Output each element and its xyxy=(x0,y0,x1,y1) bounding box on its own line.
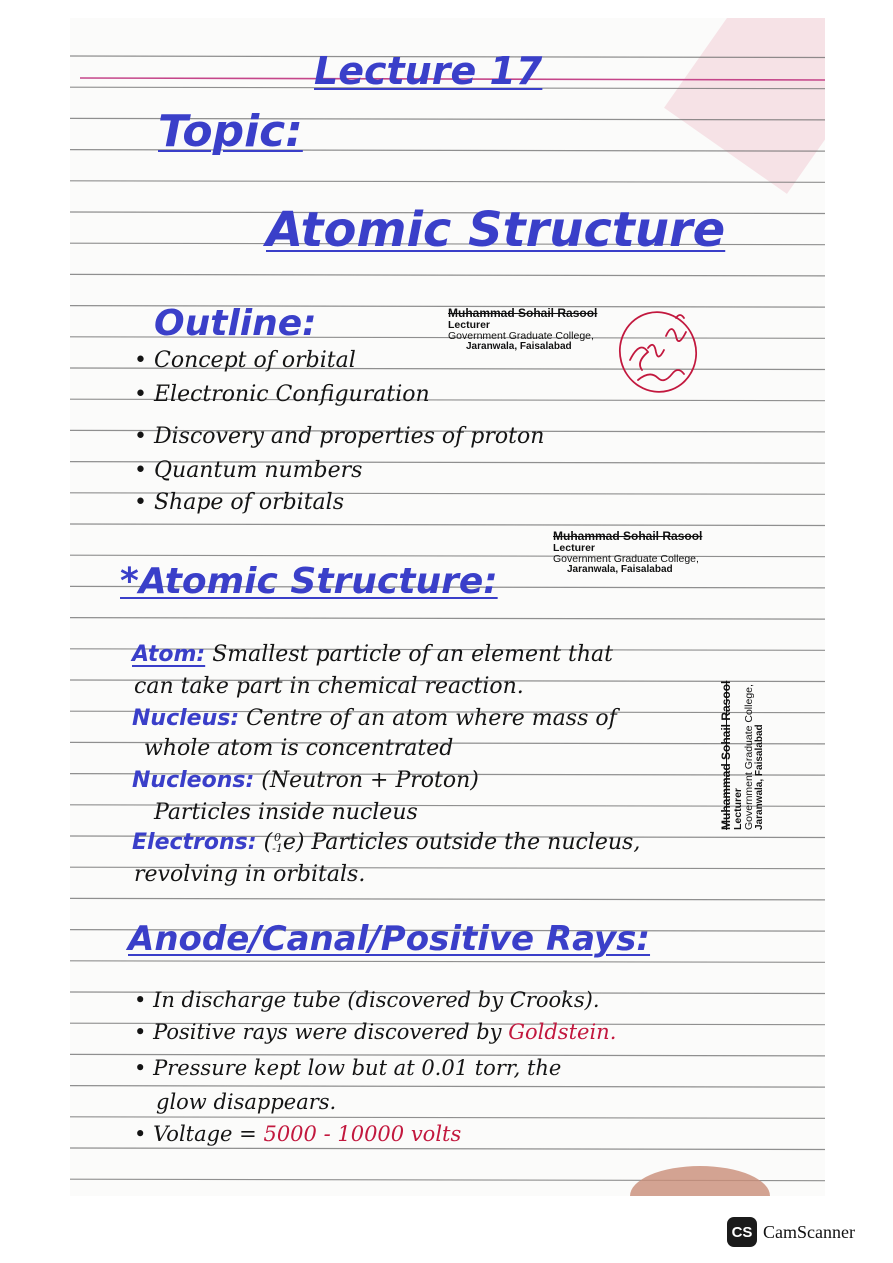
outline-item: • Concept of orbital xyxy=(134,348,356,373)
ruled-line xyxy=(70,618,825,620)
rays-bullet: • Voltage = 5000 - 10000 volts xyxy=(134,1122,462,1146)
ruled-line xyxy=(70,181,825,183)
ruled-line xyxy=(70,524,825,526)
rays-bullet: • Pressure kept low but at 0.01 torr, the xyxy=(134,1056,562,1080)
outline-item: • Shape of orbitals xyxy=(134,490,344,515)
ruled-line xyxy=(70,555,825,557)
ruled-line xyxy=(70,1148,825,1150)
electrons-definition-cont: revolving in orbitals. xyxy=(134,862,366,887)
lecturer-stamp: Muhammad Sohail Rasool Lecturer Government Graduate College, Jaranwala, Faisalabad xyxy=(553,529,703,575)
atom-definition-cont: can take part in chemical reaction. xyxy=(134,674,524,699)
lecturer-stamp: Muhammad Sohail Rasool Lecturer Government Graduate College, Jaranwala, Faisalabad xyxy=(448,306,598,352)
camscanner-badge xyxy=(727,1217,855,1247)
nucleus-definition: Nucleus: Centre of an atom where mass of xyxy=(132,706,617,731)
outline-item: • Electronic Configuration xyxy=(134,382,430,407)
rays-bullet-cont: glow disappears. xyxy=(156,1090,337,1114)
outline-item: • Quantum numbers xyxy=(134,458,363,483)
outline-heading: Outline: xyxy=(154,303,317,344)
ruled-line xyxy=(70,274,825,276)
atomic-structure-heading: *Atomic Structure: xyxy=(120,561,498,602)
ruled-line xyxy=(70,1086,825,1088)
lecture-title: Lecture 17 xyxy=(314,49,543,93)
electrons-definition: Electrons: ( 0 -1 e) Particles outside the nucleus, xyxy=(132,830,641,855)
nucleus-definition-cont: whole atom is concentrated xyxy=(144,736,454,761)
atom-definition: Atom: Smallest particle of an element that xyxy=(132,642,613,667)
notebook-page xyxy=(70,18,825,1196)
rays-heading: Anode/Canal/Positive Rays: xyxy=(128,919,651,959)
rays-bullet: • In discharge tube (discovered by Crooks). xyxy=(134,988,600,1012)
rays-bullet: • Positive rays were discovered by Goldstein. xyxy=(134,1020,617,1044)
camscanner-logo-icon: CS xyxy=(727,1217,757,1247)
ruled-line xyxy=(70,898,825,900)
nucleons-definition: Nucleons: (Neutron + Proton) xyxy=(132,768,479,793)
nucleons-definition-cont: Particles inside nucleus xyxy=(154,800,418,825)
topic-label: Topic: xyxy=(158,106,303,157)
main-title: Atomic Structure xyxy=(266,202,726,258)
ruled-line xyxy=(70,1117,825,1119)
outline-item: • Discovery and properties of proton xyxy=(134,424,545,449)
ruled-line xyxy=(70,961,825,963)
camscanner-label: CamScanner xyxy=(763,1221,855,1242)
signature xyxy=(610,300,710,400)
lecturer-stamp-vertical: Muhammad Sohail Rasool Lecturer Government Graduate College, Jaranwala, Faisalabad xyxy=(719,680,765,830)
